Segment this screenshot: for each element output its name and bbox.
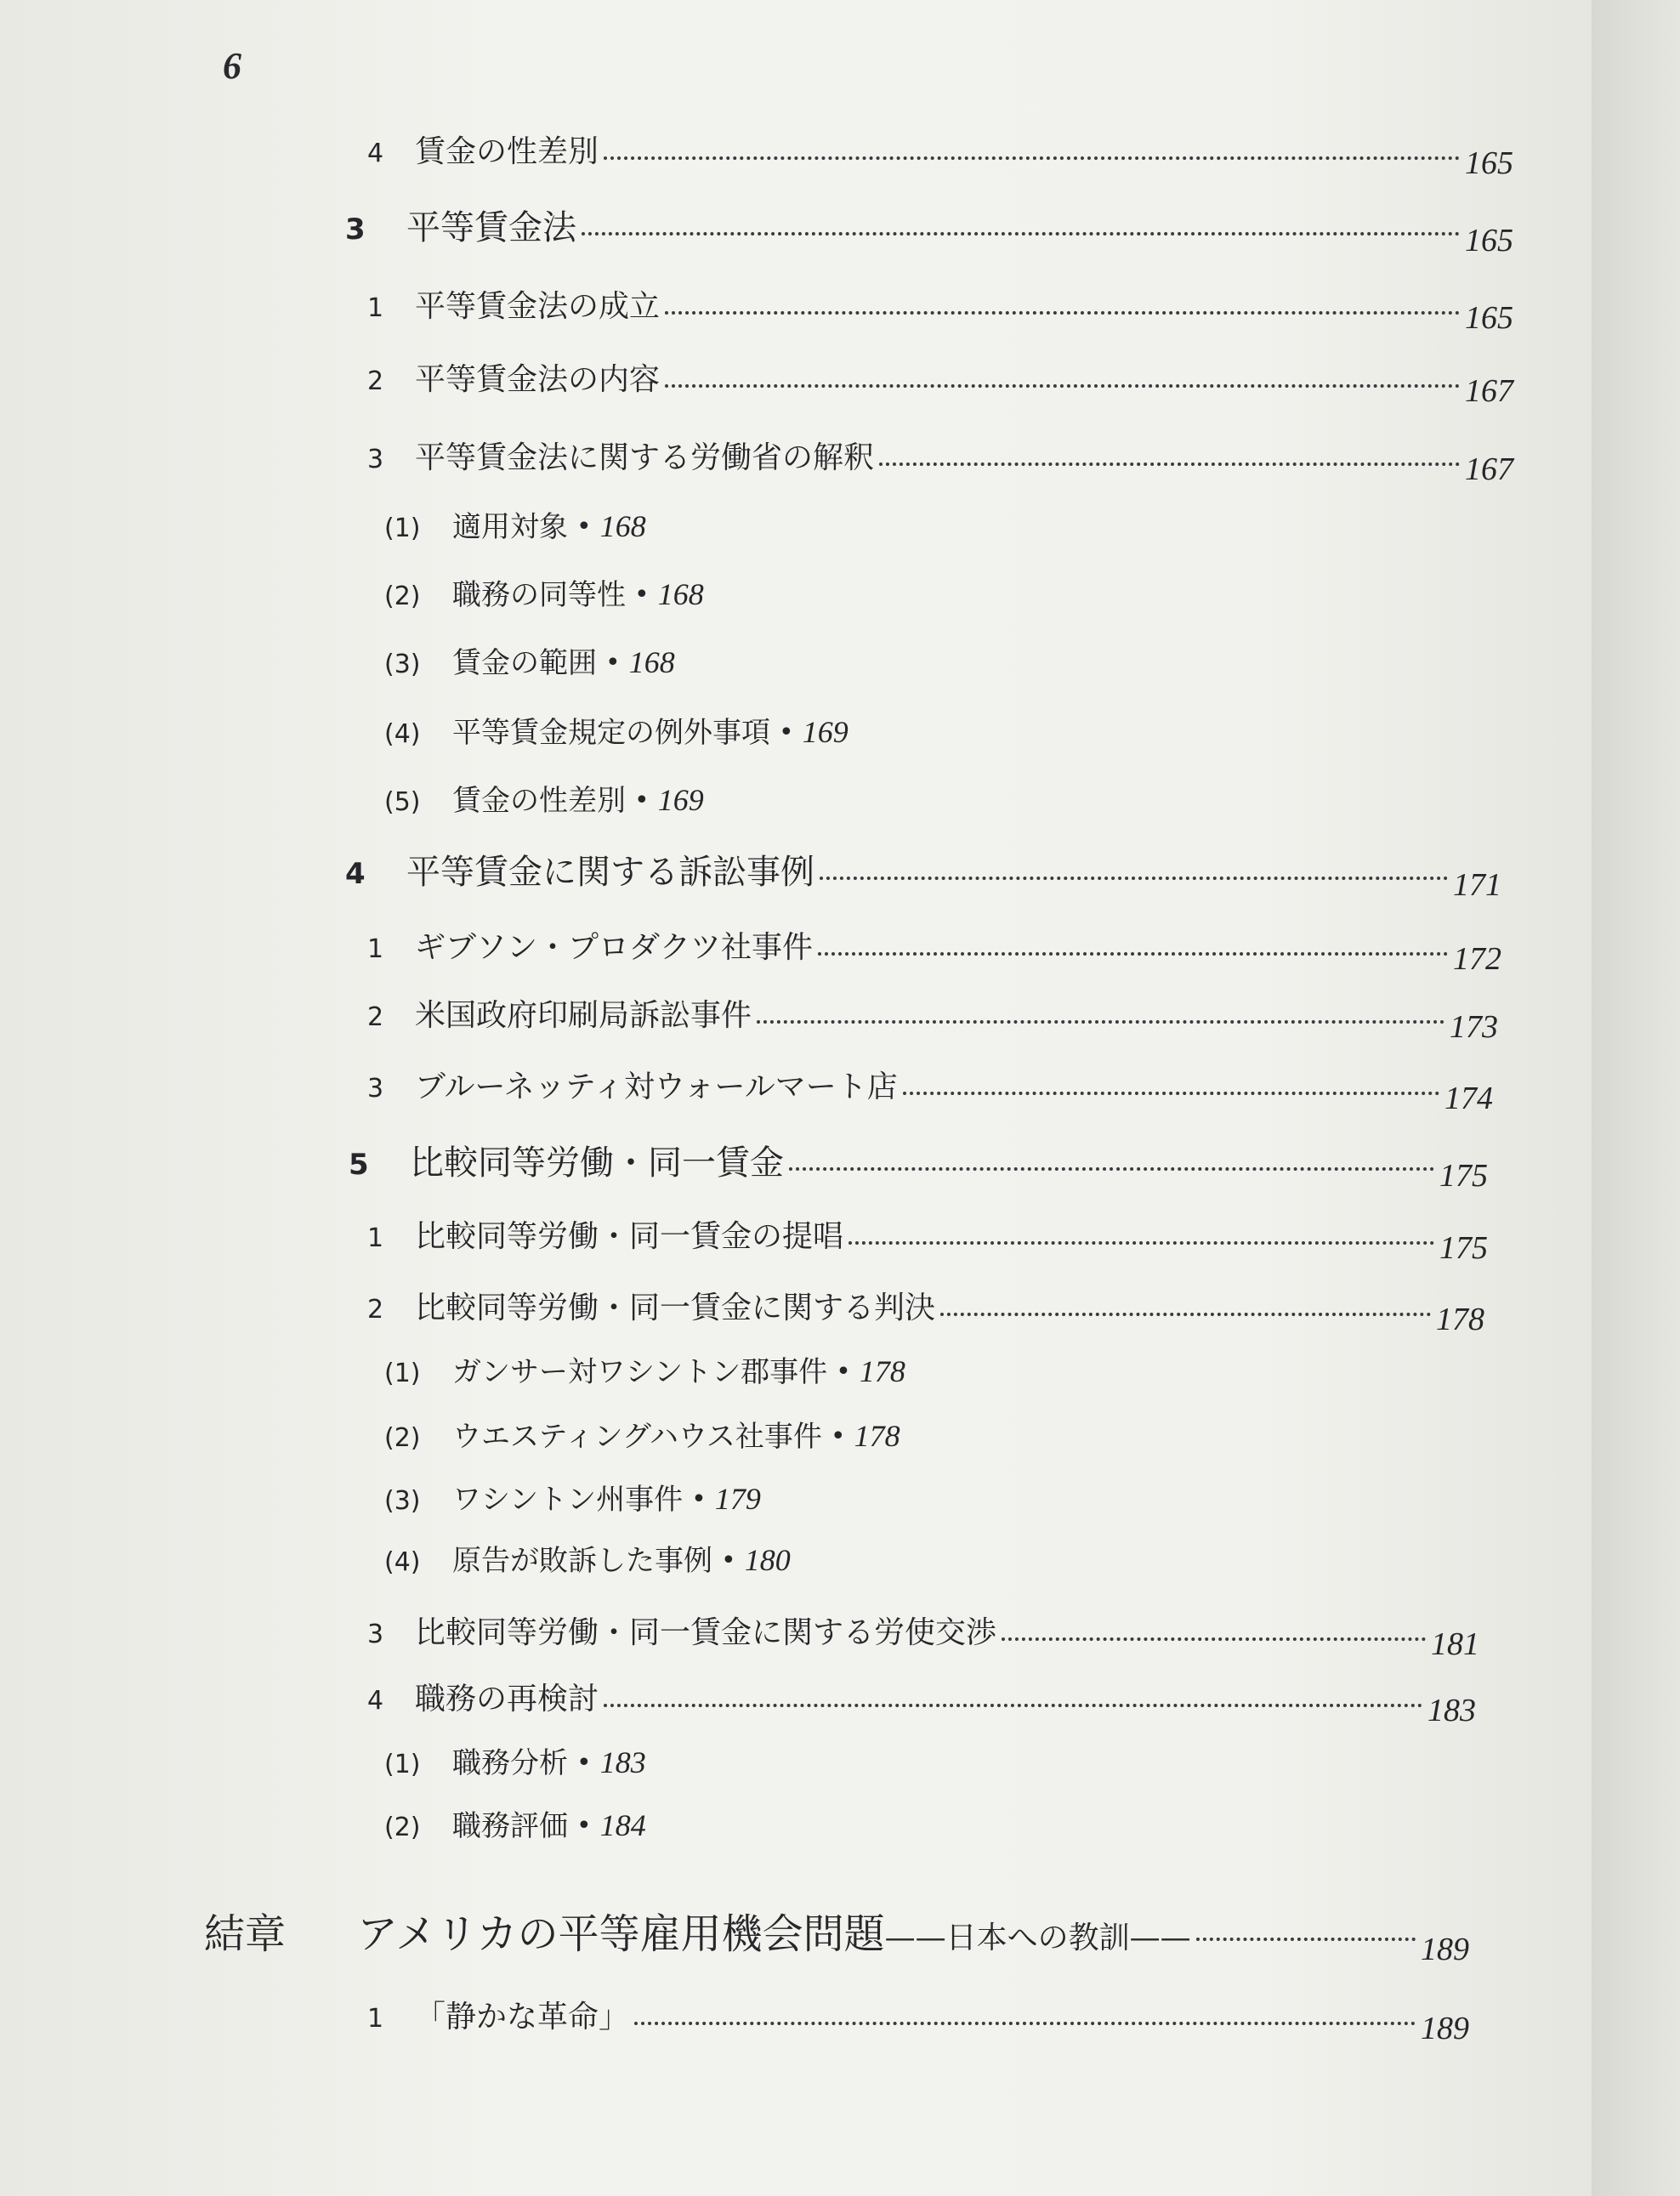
entry-page: 178: [1436, 1302, 1484, 1337]
toc-entry[interactable]: [367, 1063, 1493, 1116]
toc-subentry[interactable]: [384, 1802, 646, 1844]
section-number: 3: [345, 213, 366, 247]
subentry-page: 178: [854, 1419, 900, 1453]
entry-title: ブルーネッティ対ウォールマート店: [415, 1070, 898, 1104]
dot-leader: [789, 1167, 1434, 1171]
entry-title: 平等賃金法の成立: [415, 289, 661, 324]
subentry-number: (4): [384, 1547, 421, 1577]
entry-number: 3: [367, 1074, 384, 1104]
section-title: 平等賃金法: [406, 208, 576, 247]
entry-title: 比較同等労働・同一賃金に関する労使交渉: [415, 1615, 997, 1650]
entry-title: 平等賃金法の内容: [415, 362, 661, 397]
toc-entry[interactable]: [367, 1609, 1479, 1662]
entry-page: 174: [1444, 1081, 1493, 1116]
toc-subentry[interactable]: [384, 503, 646, 545]
toc-entry[interactable]: [367, 355, 1513, 409]
entry-page: 165: [1465, 223, 1513, 258]
toc-subentry[interactable]: [384, 777, 704, 819]
entry-number: 1: [367, 2004, 384, 2034]
entry-title: 平等賃金法に関する労働省の解釈: [415, 440, 875, 475]
entry-page: 165: [1465, 145, 1513, 181]
entry-number: 2: [367, 1002, 384, 1032]
subentry-number: (2): [384, 1813, 421, 1842]
dot-leader: [604, 156, 1460, 160]
subentry-number: (3): [384, 650, 421, 679]
dot-leader: [665, 384, 1460, 388]
dot-leader: [940, 1313, 1431, 1316]
toc-entry[interactable]: [367, 282, 1513, 336]
entry-page: 175: [1439, 1230, 1488, 1266]
toc-subentry[interactable]: [384, 1537, 791, 1579]
subentry-page: 183: [599, 1745, 646, 1779]
dot-leader: [849, 1241, 1434, 1245]
dot-leader: [665, 311, 1460, 315]
entry-number: 4: [367, 139, 384, 168]
toc-subentry[interactable]: [384, 1476, 761, 1518]
subentry-number: (1): [384, 1750, 421, 1779]
subentry-number: (1): [384, 514, 421, 543]
subentry-number: (5): [384, 787, 421, 817]
entry-number: 1: [367, 934, 384, 964]
entry-page: 165: [1465, 300, 1513, 336]
subtitle-dash-open: ——: [884, 1921, 946, 1955]
toc-entry[interactable]: [367, 1212, 1488, 1266]
subentry-title: 原告が敗訴した事例: [452, 1544, 712, 1578]
chapter-label: 結章: [204, 1910, 287, 1958]
toc-subentry[interactable]: [384, 1739, 646, 1781]
dot-leader: [879, 462, 1460, 466]
toc-entry[interactable]: [367, 1993, 1469, 2046]
subentry-page: 169: [657, 783, 704, 817]
entry-title: 比較同等労働・同一賃金の提唱: [415, 1219, 844, 1254]
bullet-separator: •: [634, 580, 650, 610]
toc-section[interactable]: [345, 201, 1513, 258]
entry-title: 米国政府印刷局訴訟事件: [415, 998, 752, 1033]
bullet-separator: •: [576, 512, 592, 542]
bullet-separator: •: [634, 786, 650, 815]
subentry-title: 職務の同等性: [452, 578, 626, 612]
toc-entry[interactable]: [367, 1675, 1476, 1728]
entry-number: 4: [367, 1686, 384, 1716]
section-title: 比較同等労働・同一賃金: [410, 1143, 784, 1183]
entry-page: 173: [1450, 1009, 1498, 1045]
bullet-separator: •: [691, 1484, 707, 1514]
entry-page: 167: [1465, 451, 1513, 487]
toc-subentry[interactable]: [384, 639, 675, 681]
toc-subentry[interactable]: [384, 571, 704, 613]
dot-leader: [634, 2022, 1416, 2025]
bullet-separator: •: [830, 1421, 846, 1451]
toc-section[interactable]: [345, 845, 1501, 903]
subentry-page: 168: [628, 645, 675, 679]
dot-leader: [604, 1704, 1422, 1707]
entry-number: 3: [367, 445, 384, 474]
subentry-page: 168: [657, 577, 704, 611]
subentry-number: (3): [384, 1486, 421, 1516]
dot-leader: [1196, 1938, 1416, 1941]
subentry-title: 職務評価: [452, 1809, 568, 1843]
entry-page: 183: [1427, 1693, 1476, 1728]
subentry-page: 178: [859, 1354, 905, 1388]
entry-title: 比較同等労働・同一賃金に関する判決: [415, 1291, 936, 1325]
bullet-separator: •: [836, 1357, 851, 1387]
bullet-separator: •: [721, 1546, 736, 1575]
bullet-separator: •: [605, 648, 621, 678]
entry-number: 2: [367, 366, 384, 396]
entry-page: 189: [1421, 2011, 1469, 2046]
toc-subentry[interactable]: [384, 1348, 905, 1390]
subentry-number: (2): [384, 582, 421, 611]
dot-leader: [582, 232, 1460, 235]
bullet-separator: •: [576, 1811, 592, 1841]
section-title: 平等賃金に関する訴訟事例: [406, 853, 814, 892]
dot-leader: [1002, 1637, 1426, 1641]
toc-section[interactable]: [349, 1136, 1488, 1194]
page-number: 6: [223, 45, 241, 87]
entry-title: 賃金の性差別: [415, 134, 599, 169]
subentry-title: 賃金の性差別: [452, 784, 626, 818]
entry-number: 1: [367, 293, 384, 323]
toc-subentry[interactable]: [384, 1413, 900, 1455]
bullet-separator: •: [576, 1748, 592, 1778]
subentry-title: 平等賃金規定の例外事項: [452, 716, 770, 750]
subentry-page: 169: [802, 715, 849, 749]
dot-leader: [820, 877, 1448, 880]
entry-title: 「静かな革命」: [415, 2000, 630, 2034]
subentry-number: (2): [384, 1423, 421, 1453]
subentry-page: 184: [599, 1808, 646, 1842]
dot-leader: [903, 1092, 1439, 1095]
toc-chapter[interactable]: [204, 1901, 1469, 1967]
section-number: 4: [345, 857, 366, 891]
subentry-page: 179: [714, 1482, 761, 1516]
entry-page: 189: [1421, 1932, 1469, 1967]
bullet-separator: •: [779, 718, 794, 747]
subentry-number: (1): [384, 1359, 421, 1388]
subentry-number: (4): [384, 719, 421, 749]
toc-entry[interactable]: [367, 1284, 1484, 1337]
toc-entry[interactable]: [367, 128, 1513, 181]
section-number: 5: [349, 1148, 369, 1182]
subentry-title: ウエスティングハウス社事件: [452, 1420, 822, 1454]
subentry-page: 180: [744, 1543, 791, 1577]
entry-number: 1: [367, 1223, 384, 1253]
entry-number: 3: [367, 1620, 384, 1649]
subtitle-dash-close: ——: [1129, 1921, 1191, 1955]
entry-title: 職務の再検討: [415, 1682, 599, 1717]
subentry-title: 賃金の範囲: [452, 646, 597, 680]
chapter-subtitle: 日本への教訓: [945, 1921, 1130, 1955]
entry-title: ギブソン・プロダクツ社事件: [415, 930, 814, 965]
entry-number: 2: [367, 1295, 384, 1325]
subentry-title: 適用対象: [452, 510, 568, 544]
entry-page: 175: [1439, 1158, 1488, 1194]
subentry-title: 職務分析: [452, 1746, 568, 1780]
entry-page: 181: [1431, 1626, 1479, 1662]
subentry-title: ガンサー対ワシントン郡事件: [452, 1355, 828, 1389]
toc-entry[interactable]: [367, 991, 1498, 1045]
subentry-title: ワシントン州事件: [452, 1483, 684, 1517]
entry-page: 171: [1453, 867, 1501, 903]
toc-entry[interactable]: [367, 923, 1501, 977]
entry-page: 172: [1453, 941, 1501, 977]
entry-page: 167: [1465, 373, 1513, 409]
dot-leader: [818, 952, 1448, 956]
subentry-page: 168: [599, 509, 646, 543]
chapter-title: アメリカの平等雇用機会問題: [357, 1910, 885, 1958]
toc-subentry[interactable]: [384, 709, 849, 751]
dot-leader: [757, 1020, 1444, 1024]
toc-entry[interactable]: [367, 434, 1513, 487]
